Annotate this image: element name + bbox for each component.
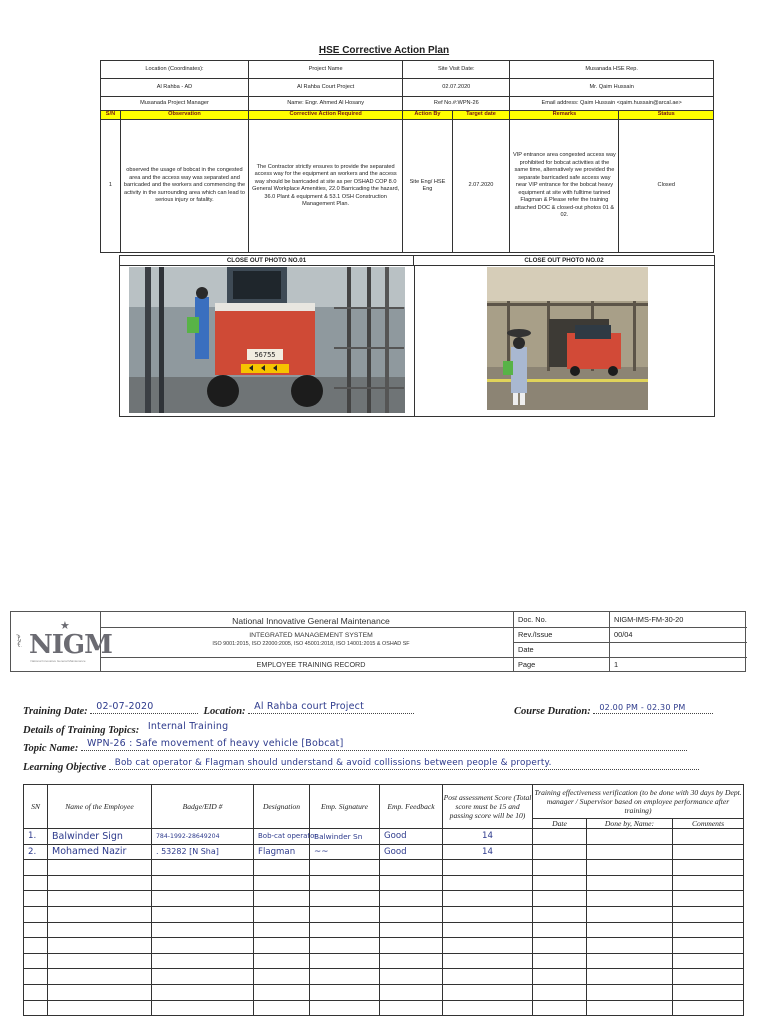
logo-subtitle: National Innovative General Maintenance (30, 659, 86, 663)
duration-line (514, 704, 713, 717)
col-designation: Designation (254, 785, 310, 829)
manager-name: Name: Engr. Ahmed Al Hosany (248, 97, 402, 111)
table-row-empty (24, 953, 744, 969)
header-action-by: Action By (403, 111, 452, 120)
col-score: Post assessment Score (Total score must be 15 and passing score will be 10) (443, 785, 533, 829)
row-badge: . 53282 [N Sha] (152, 844, 254, 860)
col-sn: SN (24, 785, 48, 829)
table-row-empty (24, 906, 744, 922)
objective-line (23, 760, 699, 773)
row-score: 14 (443, 829, 533, 845)
hse-rep-value: Mr. Qaim Hussain (510, 79, 714, 97)
hse-title: HSE Corrective Action Plan (318, 45, 450, 56)
meta-key: Page (514, 657, 610, 671)
header-observation: Observation (120, 111, 248, 120)
close-out-photo-2 (487, 267, 648, 410)
item-observation: observed the usage of bobcat in the congested area and the access way was separated and barricaded and the workers and commencing the activity in the surrounding area which can lead to serious injury or fatality. (120, 120, 248, 253)
table-row-empty (24, 891, 744, 907)
meta-value: 1 (610, 657, 748, 671)
topic-name-value: WPN-26 : Safe movement of heavy vehicle [Bobcat] (86, 738, 344, 749)
meta-value: NIGM-IMS-FM-30-20 (610, 612, 748, 627)
email-address: Email address: Qaim Hussain <qaim.hussain@arcal.ae> (510, 97, 714, 111)
header-corrective-action: Corrective Action Required (248, 111, 402, 120)
col-badge: Badge/EID # (152, 785, 254, 829)
table-row-empty (24, 860, 744, 876)
training-date-label: Training Date: (23, 706, 88, 717)
col-done-by: Done by, Name: (587, 819, 673, 829)
table-row-empty (24, 969, 744, 985)
hse-rep-label: Musanada HSE Rep. (510, 61, 714, 79)
meta-key: Rev./Issue (514, 627, 610, 642)
topic-name-label: Topic Name: (23, 743, 79, 754)
header-sn: S/N (101, 111, 121, 120)
row-signature: Balwinder Sn (310, 829, 380, 845)
location-value: Al Rahba - AD (101, 79, 249, 97)
table-row (24, 829, 744, 845)
location-value: Al Rahba court Project (254, 701, 365, 712)
training-date-value: 02-07-2020 (96, 701, 154, 712)
training-table (23, 784, 744, 1016)
location-label: Location: (203, 706, 246, 717)
objective-value: Bob cat operator & Flagman should understand & avoid collissions between people & property. (114, 758, 552, 768)
row-designation: Bob-cat operator (254, 829, 310, 845)
meta-key: Date (514, 642, 610, 657)
table-row (24, 844, 744, 860)
col-name: Name of the Employee (48, 785, 152, 829)
project-manager-label: Musanada Project Manager (101, 97, 249, 111)
ims-title: INTEGRATED MANAGEMENT SYSTEM (249, 632, 373, 639)
photo1-caption: CLOSE OUT PHOTO NO.01 (120, 256, 414, 266)
table-row-empty (24, 984, 744, 1000)
row-name: Mohamed Nazir (48, 844, 152, 860)
photo2-caption: CLOSE OUT PHOTO NO.02 (414, 256, 714, 266)
photo-divider (414, 266, 415, 416)
site-visit-value: 02.07.2020 (403, 79, 510, 97)
hse-plan-table (100, 60, 714, 253)
col-feedback: Emp. Feedback (380, 785, 443, 829)
site-visit-label: Site Visit Date: (403, 61, 510, 79)
row-designation: Flagman (254, 844, 310, 860)
location-label: Location (Coordinates): (101, 61, 249, 79)
topics-label: Details of Training Topics: (23, 725, 140, 736)
bobcat-plate: 56755 (254, 351, 276, 359)
table-row-empty (24, 875, 744, 891)
table-row-empty (24, 938, 744, 954)
star-icon: ★ (60, 620, 70, 632)
meta-value (610, 642, 748, 657)
document-meta (513, 612, 747, 671)
topic-name-line (23, 738, 687, 754)
item-status: Closed (619, 120, 714, 253)
item-sn: 1 (101, 120, 121, 253)
col-comments: Comments (673, 819, 744, 829)
close-out-photo-1 (129, 267, 405, 413)
meta-key: Doc. No. (514, 612, 610, 627)
training-date-line (23, 701, 414, 717)
topics-value: Internal Training (147, 721, 229, 732)
item-corrective-action: The Contractor strictly ensures to provide the separated access way for the equipment an workers and the access way should be barricaded at site as per OSHAD COP 8.0 General Workplace Amenities, 22.0 Barricading the hazard, 36.0 Plant & equipment & 53.1 OSH Construction Management Plan. (248, 120, 402, 253)
row-feedback: Good (380, 829, 443, 845)
item-action-by: Site Eng/ HSE Eng (403, 120, 452, 253)
duration-value: 02.00 PM - 02.30 PM (599, 703, 686, 712)
col-date: Date (533, 819, 587, 829)
nigm-logo (11, 612, 112, 671)
record-title: EMPLOYEE TRAINING RECORD (101, 657, 521, 671)
objective-label: Learning Objective (23, 762, 107, 773)
logo-arabic-mark: ﻧﻴﺠﻢ (16, 634, 23, 648)
row-name: Balwinder Sign (48, 829, 152, 845)
item-remarks: VIP entrance area congested access way prohibited for bobcat activities at the same time, alternatively we provided the separate barricaded safe access way near VIP entrance for the bobcat heavy equipment at site with fulltime tarined Flagman & Please refer the training attached DOC & closed-out photos 01 & 02. (510, 120, 619, 253)
training-record-header (10, 611, 746, 672)
row-badge: 784-1992-28649204 (152, 829, 254, 845)
row-sn: 2. (24, 844, 48, 860)
row-sn: 1. (24, 829, 48, 845)
table-row-empty (24, 1000, 744, 1016)
row-score: 14 (443, 844, 533, 860)
duration-label: Course Duration: (514, 706, 591, 717)
meta-value: 00/04 (610, 627, 748, 642)
project-name-label: Project Name (248, 61, 402, 79)
row-feedback: Good (380, 844, 443, 860)
close-out-photos (119, 255, 715, 417)
header-remarks: Remarks (510, 111, 619, 120)
header-target-date: Target date (452, 111, 510, 120)
row-signature: ~~ (310, 844, 380, 860)
ref-no: Ref No.#:WPN-26 (403, 97, 510, 111)
logo-text: NIGM (29, 630, 112, 660)
company-name: National Innovative General Maintenance (101, 614, 521, 628)
iso-standards: ISO 9001:2015, ISO 22000:2005, ISO 45001:2018, ISO 14001:2015 & OSHAD SF (212, 641, 410, 647)
project-name-value: Al Rahba Court Project (248, 79, 402, 97)
table-row-empty (24, 922, 744, 938)
topics-line (23, 723, 262, 736)
col-effectiveness: Training effectiveness verification (to be done with 30 days by Dept. manager / Supervisor based on employee performance after training) (533, 785, 744, 819)
col-signature: Emp. Signature (310, 785, 380, 829)
item-target-date: 2.07.2020 (452, 120, 510, 253)
header-status: Status (619, 111, 714, 120)
